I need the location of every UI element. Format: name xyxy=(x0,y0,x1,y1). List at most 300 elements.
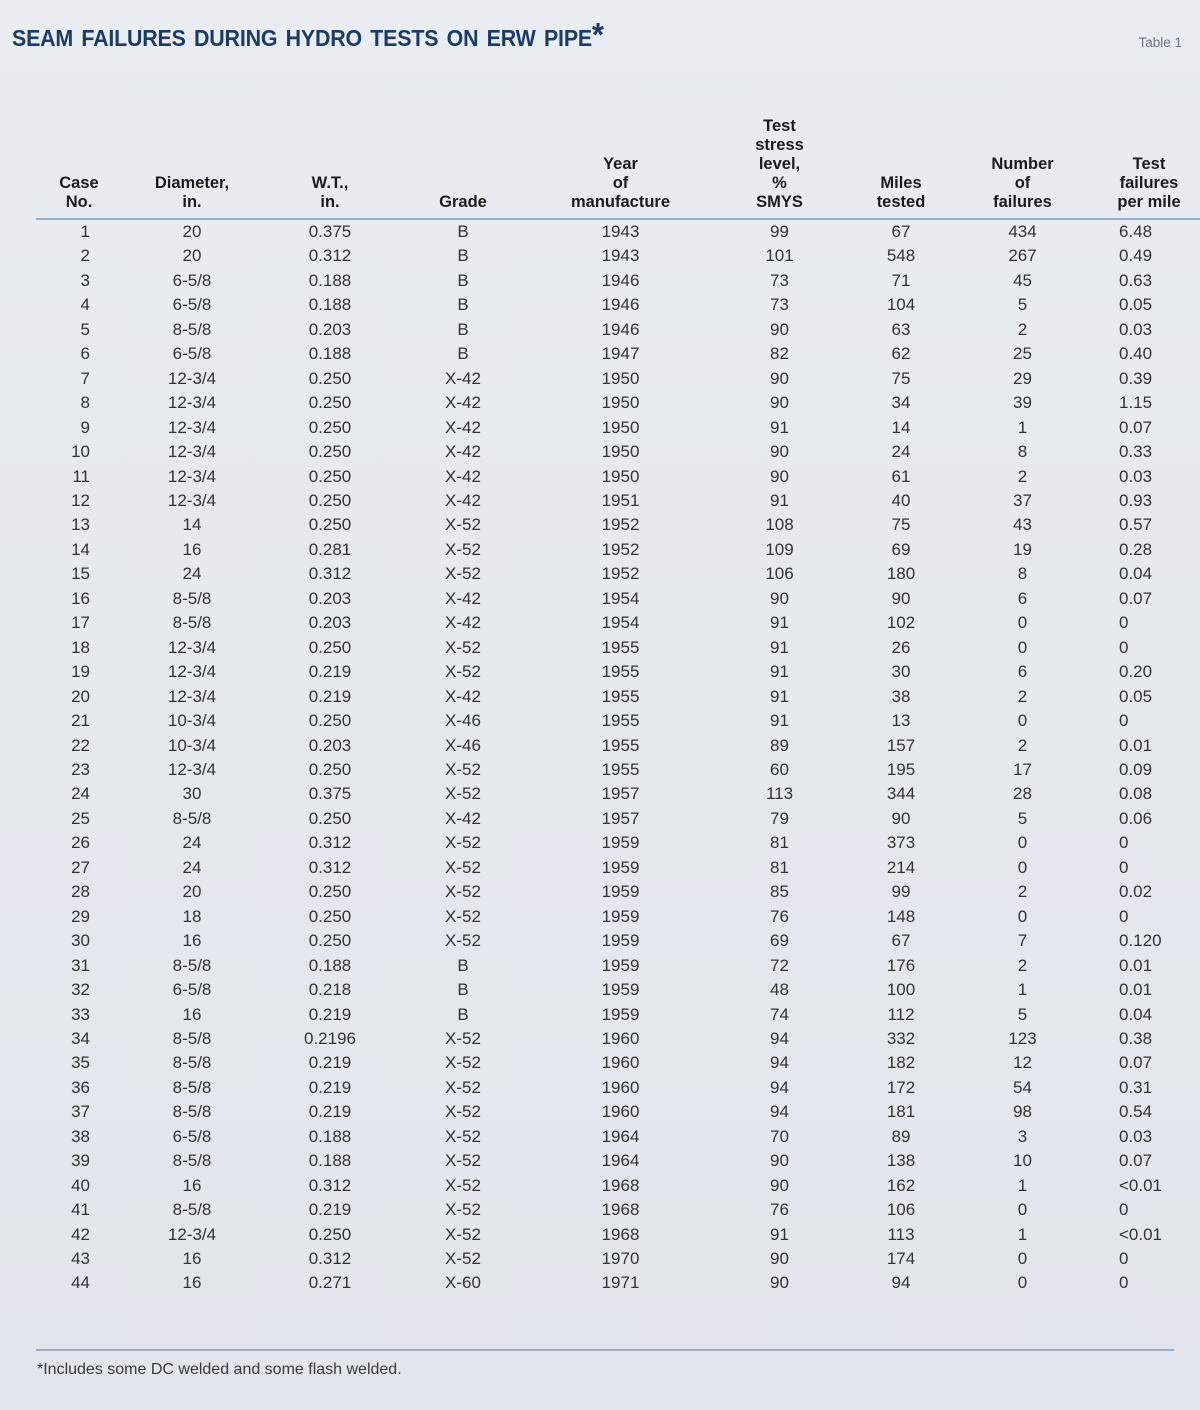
table-row xyxy=(36,1223,1200,1247)
title-bar xyxy=(0,0,1200,62)
cell-diam: 12-3/4 xyxy=(167,442,217,462)
cell-diam: 6-5/8 xyxy=(172,270,212,290)
cell-stress: 81 xyxy=(770,857,789,877)
cell-stress: 91 xyxy=(770,417,789,437)
cell-grade: B xyxy=(457,295,469,315)
cell-miles: 332 xyxy=(886,1028,916,1048)
cell-wt: 0.250 xyxy=(308,711,352,731)
cell-diam: 8-5/8 xyxy=(172,1200,212,1220)
cell-miles: 67 xyxy=(891,222,911,241)
cell-grade: X-52 xyxy=(445,931,481,951)
column-header-line: of xyxy=(612,174,629,192)
cell-tfpm: 0.08 xyxy=(1119,784,1153,804)
cell-wt: 0.250 xyxy=(308,368,352,388)
cell-wt: 0.219 xyxy=(308,1077,352,1097)
cell-case: 10 xyxy=(71,442,90,462)
cell-tfpm: 0.09 xyxy=(1119,759,1153,779)
cell-grade: X-52 xyxy=(445,662,481,682)
cell-wt: 0.250 xyxy=(308,393,352,413)
cell-miles: 113 xyxy=(887,1224,915,1244)
cell-grade: B xyxy=(457,222,469,241)
cell-stress: 91 xyxy=(770,711,789,731)
cell-grade: B xyxy=(457,1004,469,1024)
cell-miles: 69 xyxy=(891,539,911,559)
cell-stress: 79 xyxy=(770,808,789,828)
cell-stress: 106 xyxy=(765,564,794,584)
cell-wt: 0.188 xyxy=(308,1151,352,1171)
cell-nfail: 8 xyxy=(1017,442,1028,462)
cell-case: 26 xyxy=(71,833,90,853)
cell-grade: B xyxy=(457,344,469,364)
cell-case: 1 xyxy=(80,222,90,241)
column-header-line: of xyxy=(1014,174,1031,192)
cell-stress: 91 xyxy=(770,686,789,706)
cell-case: 44 xyxy=(71,1273,90,1293)
cell-grade: X-42 xyxy=(445,417,481,437)
cell-tfpm: <0.01 xyxy=(1119,1224,1163,1244)
cell-wt: 0.250 xyxy=(308,931,352,951)
cell-nfail: 2 xyxy=(1017,735,1028,755)
cell-stress: 90 xyxy=(770,1273,789,1293)
cell-diam: 18 xyxy=(182,906,202,926)
cell-miles: 106 xyxy=(886,1200,916,1220)
cell-tfpm: 0 xyxy=(1119,613,1129,633)
cell-tfpm: 0.57 xyxy=(1119,515,1153,535)
cell-case: 16 xyxy=(71,588,90,608)
table-row xyxy=(36,1051,1200,1075)
column-header-line: Year xyxy=(603,155,638,173)
cell-diam: 16 xyxy=(182,1004,202,1024)
cell-miles: 90 xyxy=(891,588,911,608)
cell-year: 1952 xyxy=(601,539,640,559)
cell-stress: 81 xyxy=(770,833,789,853)
cell-stress: 90 xyxy=(770,319,789,339)
cell-case: 37 xyxy=(71,1102,90,1122)
table-row xyxy=(36,391,1200,415)
cell-tfpm: 0.04 xyxy=(1119,564,1153,584)
cell-case: 6 xyxy=(80,344,90,364)
cell-nfail: 5 xyxy=(1017,1004,1028,1024)
cell-nfail: 45 xyxy=(1013,270,1032,290)
cell-case: 27 xyxy=(71,857,90,877)
cell-diam: 8-5/8 xyxy=(172,808,212,828)
cell-miles: 157 xyxy=(886,735,916,755)
cell-wt: 0.250 xyxy=(308,1224,352,1244)
cell-miles: 30 xyxy=(891,662,911,682)
cell-case: 28 xyxy=(71,882,90,902)
cell-miles: 174 xyxy=(886,1249,916,1269)
cell-wt: 0.312 xyxy=(308,1175,352,1195)
cell-stress: 74 xyxy=(770,1004,789,1024)
cell-grade: X-52 xyxy=(445,1175,481,1195)
cell-grade: B xyxy=(457,955,469,975)
cell-case: 9 xyxy=(80,417,90,437)
column-header-line: failures xyxy=(993,193,1052,211)
cell-case: 19 xyxy=(71,662,90,682)
cell-year: 1955 xyxy=(601,662,640,682)
cell-nfail: 5 xyxy=(1017,808,1028,828)
cell-tfpm: 0.38 xyxy=(1119,1028,1153,1048)
cell-wt: 0.219 xyxy=(308,662,352,682)
cell-stress: 90 xyxy=(770,1151,789,1171)
cell-nfail: 2 xyxy=(1017,686,1028,706)
cell-diam: 10-3/4 xyxy=(167,711,217,731)
cell-stress: 60 xyxy=(770,759,789,779)
cell-stress: 73 xyxy=(770,270,789,290)
cell-tfpm: 0.01 xyxy=(1119,955,1153,975)
cell-stress: 90 xyxy=(770,1175,789,1195)
cell-diam: 12-3/4 xyxy=(167,1224,217,1244)
cell-nfail: 28 xyxy=(1013,784,1032,804)
cell-year: 1955 xyxy=(601,637,640,657)
cell-miles: 26 xyxy=(891,637,911,657)
cell-nfail: 0 xyxy=(1017,1273,1028,1293)
cell-tfpm: 0.01 xyxy=(1119,980,1153,1000)
cell-wt: 0.250 xyxy=(308,490,352,510)
cell-wt: 0.312 xyxy=(308,246,352,266)
cell-grade: X-46 xyxy=(445,711,481,731)
cell-tfpm: 0.07 xyxy=(1119,1053,1153,1073)
cell-miles: 61 xyxy=(891,466,911,486)
cell-grade: B xyxy=(457,980,469,1000)
cell-grade: X-52 xyxy=(445,1200,481,1220)
cell-case: 31 xyxy=(71,955,90,975)
cell-year: 1950 xyxy=(601,442,640,462)
cell-tfpm: 0.05 xyxy=(1119,686,1153,706)
cell-wt: 0.203 xyxy=(308,613,352,633)
cell-grade: X-46 xyxy=(445,735,481,755)
cell-case: 12 xyxy=(71,490,90,510)
table-row xyxy=(36,269,1200,293)
cell-nfail: 2 xyxy=(1017,466,1028,486)
cell-grade: X-42 xyxy=(445,613,481,633)
seam-failures-table xyxy=(36,62,1200,1296)
cell-nfail: 25 xyxy=(1013,344,1032,364)
cell-stress: 91 xyxy=(770,637,789,657)
cell-diam: 8-5/8 xyxy=(172,588,212,608)
cell-stress: 90 xyxy=(770,1249,789,1269)
page-title: seam failures during hydro tests on erw pipe* xyxy=(12,16,604,53)
cell-grade: X-42 xyxy=(445,393,481,413)
cell-tfpm: 0.02 xyxy=(1119,882,1153,902)
cell-grade: X-52 xyxy=(445,1126,481,1146)
table-row xyxy=(36,587,1200,611)
table-row xyxy=(36,978,1200,1002)
cell-nfail: 43 xyxy=(1013,515,1032,535)
cell-case: 11 xyxy=(72,466,90,486)
cell-stress: 48 xyxy=(770,980,789,1000)
table-row xyxy=(36,1247,1200,1271)
cell-miles: 100 xyxy=(886,980,916,1000)
cell-tfpm: 0 xyxy=(1119,1200,1129,1220)
cell-year: 1946 xyxy=(601,295,640,315)
cell-miles: 181 xyxy=(886,1102,916,1122)
cell-case: 14 xyxy=(71,539,90,559)
table-row xyxy=(36,513,1200,537)
cell-wt: 0.188 xyxy=(308,955,352,975)
cell-nfail: 37 xyxy=(1013,490,1032,510)
cell-wt: 0.219 xyxy=(308,1004,352,1024)
cell-year: 1952 xyxy=(601,564,640,584)
cell-year: 1955 xyxy=(601,735,640,755)
cell-tfpm: <0.01 xyxy=(1119,1175,1163,1195)
cell-miles: 75 xyxy=(891,368,911,388)
cell-stress: 94 xyxy=(770,1053,789,1073)
cell-stress: 90 xyxy=(770,588,789,608)
cell-stress: 113 xyxy=(765,784,794,804)
cell-miles: 176 xyxy=(886,955,916,975)
cell-wt: 0.203 xyxy=(308,319,352,339)
cell-year: 1970 xyxy=(601,1249,640,1269)
cell-stress: 85 xyxy=(770,882,789,902)
cell-grade: X-60 xyxy=(445,1273,481,1293)
cell-wt: 0.250 xyxy=(308,515,352,535)
cell-nfail: 98 xyxy=(1013,1102,1032,1122)
cell-grade: X-52 xyxy=(445,1053,481,1073)
cell-nfail: 1 xyxy=(1017,1175,1028,1195)
cell-wt: 0.188 xyxy=(308,1126,352,1146)
cell-year: 1968 xyxy=(601,1200,640,1220)
cell-year: 1943 xyxy=(601,246,640,266)
cell-grade: B xyxy=(457,319,469,339)
cell-diam: 8-5/8 xyxy=(172,613,212,633)
cell-wt: 0.219 xyxy=(308,1200,352,1220)
cell-nfail: 6 xyxy=(1017,662,1028,682)
column-header-line: stress xyxy=(755,136,804,154)
table-row xyxy=(36,367,1200,391)
cell-miles: 75 xyxy=(891,515,911,535)
cell-year: 1964 xyxy=(601,1126,640,1146)
cell-diam: 12-3/4 xyxy=(167,368,217,388)
cell-nfail: 2 xyxy=(1017,955,1028,975)
cell-miles: 102 xyxy=(886,613,916,633)
cell-case: 33 xyxy=(71,1004,90,1024)
cell-grade: X-52 xyxy=(445,515,481,535)
cell-wt: 0.219 xyxy=(308,1102,352,1122)
cell-nfail: 0 xyxy=(1017,1200,1028,1220)
cell-nfail: 434 xyxy=(1008,222,1037,241)
column-header-line: tested xyxy=(876,193,926,211)
column-header-line: level, xyxy=(758,155,801,173)
cell-tfpm: 0.07 xyxy=(1119,588,1153,608)
cell-grade: B xyxy=(457,270,469,290)
cell-tfpm: 0.31 xyxy=(1119,1077,1153,1097)
cell-year: 1960 xyxy=(601,1077,640,1097)
cell-wt: 0.271 xyxy=(308,1273,352,1293)
cell-wt: 0.203 xyxy=(308,588,352,608)
cell-grade: X-52 xyxy=(445,784,481,804)
cell-stress: 69 xyxy=(770,931,789,951)
cell-diam: 16 xyxy=(182,1249,202,1269)
cell-miles: 34 xyxy=(891,393,911,413)
table-row xyxy=(36,1076,1200,1100)
cell-wt: 0.219 xyxy=(308,1053,352,1073)
cell-diam: 8-5/8 xyxy=(172,1028,212,1048)
cell-year: 1957 xyxy=(601,808,640,828)
cell-tfpm: 0.03 xyxy=(1119,1126,1153,1146)
cell-miles: 344 xyxy=(886,784,916,804)
cell-stress: 91 xyxy=(770,1224,789,1244)
table-row xyxy=(36,660,1200,684)
cell-grade: X-52 xyxy=(445,882,481,902)
table-number-label: Table 1 xyxy=(1138,35,1182,50)
cell-wt: 0.2196 xyxy=(304,1028,356,1048)
cell-case: 39 xyxy=(71,1151,90,1171)
cell-tfpm: 0 xyxy=(1119,857,1129,877)
column-header-miles xyxy=(846,62,956,219)
column-header-stress xyxy=(713,62,846,219)
column-header-line: % xyxy=(772,174,787,192)
cell-case: 32 xyxy=(71,980,90,1000)
table-row xyxy=(36,293,1200,317)
cell-stress: 90 xyxy=(770,393,789,413)
cell-nfail: 0 xyxy=(1017,711,1028,731)
cell-grade: X-52 xyxy=(445,1151,481,1171)
table-row xyxy=(36,685,1200,709)
cell-case: 42 xyxy=(71,1224,90,1244)
cell-grade: X-52 xyxy=(445,857,481,877)
cell-case: 34 xyxy=(71,1028,90,1048)
cell-tfpm: 0.40 xyxy=(1119,344,1153,364)
cell-nfail: 19 xyxy=(1013,539,1032,559)
cell-wt: 0.375 xyxy=(308,222,352,241)
cell-nfail: 0 xyxy=(1017,637,1028,657)
cell-stress: 99 xyxy=(770,222,789,241)
cell-stress: 91 xyxy=(770,490,789,510)
table-header xyxy=(36,62,1200,219)
cell-nfail: 39 xyxy=(1013,393,1032,413)
cell-wt: 0.188 xyxy=(308,295,352,315)
cell-wt: 0.250 xyxy=(308,759,352,779)
cell-miles: 162 xyxy=(886,1175,916,1195)
column-header-line: Number xyxy=(991,155,1054,173)
cell-diam: 20 xyxy=(182,222,202,241)
cell-miles: 182 xyxy=(886,1053,916,1073)
cell-tfpm: 0.39 xyxy=(1119,368,1153,388)
cell-tfpm: 0.03 xyxy=(1119,319,1153,339)
cell-year: 1950 xyxy=(601,417,640,437)
cell-diam: 24 xyxy=(182,833,202,853)
column-header-line: Test xyxy=(763,117,796,135)
cell-stress: 76 xyxy=(770,1200,789,1220)
cell-diam: 12-3/4 xyxy=(167,417,217,437)
cell-year: 1959 xyxy=(601,931,640,951)
cell-wt: 0.250 xyxy=(308,808,352,828)
cell-diam: 14 xyxy=(182,515,202,535)
table-row xyxy=(36,709,1200,733)
cell-nfail: 7 xyxy=(1017,931,1028,951)
cell-case: 24 xyxy=(71,784,90,804)
cell-grade: B xyxy=(457,246,469,266)
column-header-nfail xyxy=(956,62,1089,219)
cell-grade: X-52 xyxy=(445,1224,481,1244)
column-header-line: Diameter, xyxy=(154,174,230,192)
cell-wt: 0.250 xyxy=(308,442,352,462)
cell-year: 1955 xyxy=(601,759,640,779)
cell-year: 1971 xyxy=(601,1273,640,1293)
cell-year: 1960 xyxy=(601,1053,640,1073)
cell-miles: 38 xyxy=(891,686,911,706)
cell-diam: 6-5/8 xyxy=(172,344,212,364)
cell-case: 25 xyxy=(71,808,90,828)
cell-diam: 24 xyxy=(182,564,202,584)
cell-diam: 20 xyxy=(182,246,202,266)
cell-diam: 12-3/4 xyxy=(167,637,217,657)
cell-case: 40 xyxy=(71,1175,90,1195)
table-row xyxy=(36,1174,1200,1198)
cell-year: 1947 xyxy=(601,344,640,364)
cell-stress: 94 xyxy=(770,1102,789,1122)
cell-case: 36 xyxy=(71,1077,90,1097)
cell-grade: X-42 xyxy=(445,490,481,510)
cell-diam: 12-3/4 xyxy=(167,686,217,706)
column-header-line: Miles xyxy=(880,174,922,192)
cell-diam: 12-3/4 xyxy=(167,466,217,486)
cell-tfpm: 0.05 xyxy=(1119,295,1153,315)
cell-year: 1952 xyxy=(601,515,640,535)
cell-grade: X-52 xyxy=(445,1249,481,1269)
cell-year: 1957 xyxy=(601,784,640,804)
cell-tfpm: 0.06 xyxy=(1119,808,1153,828)
cell-case: 5 xyxy=(80,319,90,339)
cell-case: 22 xyxy=(71,735,90,755)
cell-tfpm: 0.07 xyxy=(1119,1151,1153,1171)
table-row xyxy=(36,758,1200,782)
cell-stress: 91 xyxy=(770,662,789,682)
cell-tfpm: 0.120 xyxy=(1119,931,1162,951)
cell-case: 35 xyxy=(71,1053,90,1073)
cell-wt: 0.312 xyxy=(308,833,352,853)
cell-wt: 0.188 xyxy=(308,344,352,364)
cell-year: 1959 xyxy=(601,882,640,902)
cell-diam: 12-3/4 xyxy=(167,490,217,510)
cell-miles: 71 xyxy=(891,270,911,290)
cell-wt: 0.250 xyxy=(308,637,352,657)
cell-stress: 70 xyxy=(770,1126,789,1146)
cell-case: 23 xyxy=(71,759,90,779)
cell-nfail: 10 xyxy=(1013,1151,1032,1171)
column-header-wt xyxy=(262,62,398,219)
cell-tfpm: 0.28 xyxy=(1119,539,1153,559)
column-header-line: per mile xyxy=(1117,193,1181,211)
cell-year: 1955 xyxy=(601,686,640,706)
table-row xyxy=(36,1198,1200,1222)
cell-tfpm: 0.54 xyxy=(1119,1102,1153,1122)
cell-tfpm: 0.01 xyxy=(1119,735,1153,755)
cell-wt: 0.188 xyxy=(308,270,352,290)
table-body xyxy=(36,219,1200,1296)
cell-stress: 109 xyxy=(765,539,794,559)
column-header-line: Test xyxy=(1132,155,1166,173)
cell-case: 2 xyxy=(80,246,90,266)
cell-year: 1946 xyxy=(601,319,640,339)
column-header-line: in. xyxy=(182,193,202,211)
cell-diam: 8-5/8 xyxy=(172,1077,212,1097)
cell-case: 29 xyxy=(71,906,90,926)
cell-nfail: 0 xyxy=(1017,906,1028,926)
cell-grade: X-52 xyxy=(445,1102,481,1122)
column-header-line: Case xyxy=(59,174,99,192)
column-header-diam xyxy=(122,62,262,219)
cell-grade: X-42 xyxy=(445,368,481,388)
cell-tfpm: 0.07 xyxy=(1119,417,1153,437)
cell-case: 3 xyxy=(80,270,90,290)
cell-tfpm: 0.93 xyxy=(1119,490,1153,510)
table-row xyxy=(36,489,1200,513)
cell-diam: 6-5/8 xyxy=(172,980,212,1000)
cell-year: 1955 xyxy=(601,711,640,731)
cell-grade: X-52 xyxy=(445,564,481,584)
